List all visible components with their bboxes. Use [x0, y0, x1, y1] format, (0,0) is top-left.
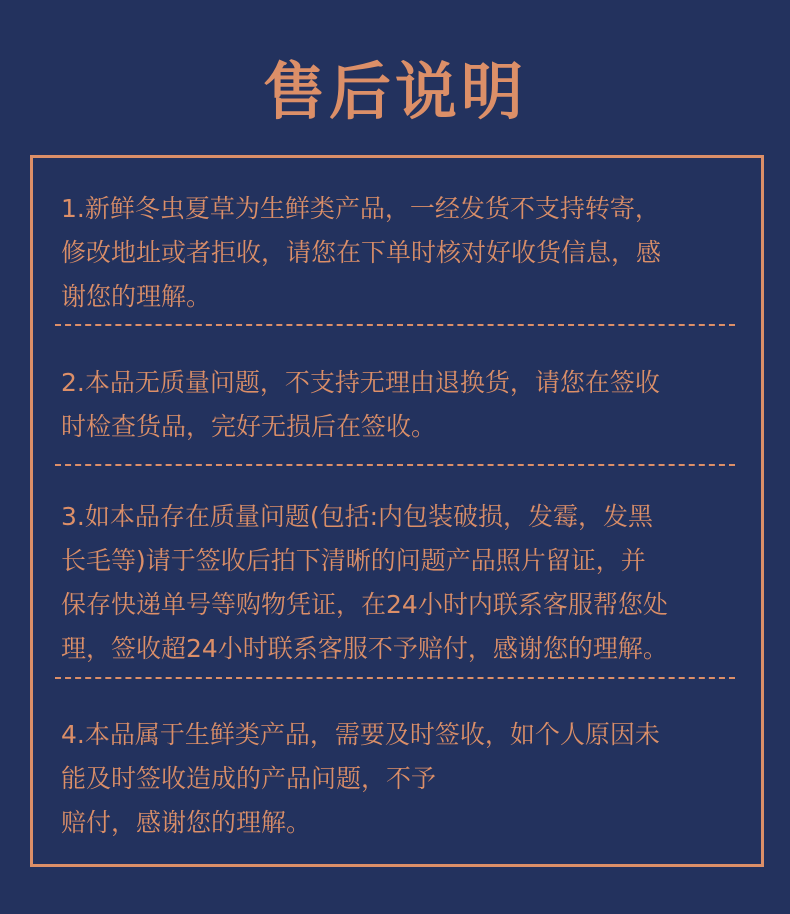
notice-item-1-line-3: 谢您的理解。	[61, 282, 212, 311]
notice-item-3-line-2: 长毛等)请于签收后拍下清晰的问题产品照片留证，并	[61, 546, 646, 575]
page-title: 售后说明	[262, 55, 527, 128]
notice-item-4-line-1: 4.本品属于生鲜类产品，需要及时签收，如个人原因未	[61, 720, 660, 749]
notice-item-2-line-2: 时检查货品，完好无损后在签收。	[61, 412, 437, 441]
notice-item-1-line-2: 修改地址或者拒收，请您在下单时核对好收货信息，感	[61, 238, 662, 267]
notice-item-3-line-3: 保存快递单号等购物凭证，在24小时内联系客服帮您处	[61, 590, 668, 619]
notice-divider-3	[55, 677, 735, 679]
notice-item-3	[61, 495, 741, 671]
notice-item-3-line-1: 3.如本品存在质量问题(包括:内包装破损，发霉，发黑	[61, 502, 654, 531]
notice-item-1-line-1: 1.新鲜冬虫夏草为生鲜类产品，一经发货不支持转寄，	[61, 194, 660, 223]
notice-item-4	[61, 713, 741, 845]
notice-item-4-line-2: 能及时签收造成的产品问题，不予	[61, 764, 437, 793]
notice-item-2	[61, 361, 741, 449]
notice-item-1	[61, 187, 741, 319]
notice-item-4-line-3: 赔付，感谢您的理解。	[61, 808, 312, 837]
notice-item-3-line-4: 理，签收超24小时联系客服不予赔付，感谢您的理解。	[61, 634, 668, 663]
notice-item-2-line-1: 2.本品无质量问题，不支持无理由退换货，请您在签收	[61, 368, 660, 397]
notice-divider-1	[55, 324, 735, 326]
notice-divider-2	[55, 464, 735, 466]
notice-box	[30, 155, 764, 867]
